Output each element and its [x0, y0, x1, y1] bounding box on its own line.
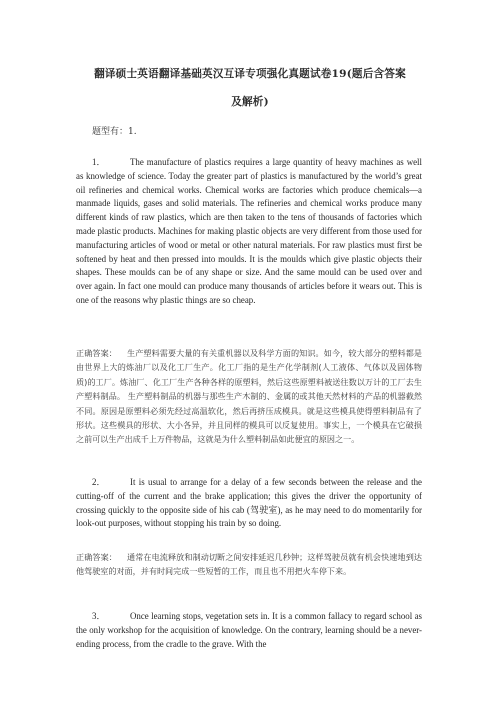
question-2-number: 2． [92, 477, 106, 487]
question-type: 题型有：1. [92, 127, 137, 137]
question-3-english: Once learning stops, vegetation sets in. It is a common fallacy to regard school as the only workshop for the acquisition of knowledge. On the contrary, learning should be a never-ending process, from the cradle to the grave. With the [76, 611, 422, 649]
question-3-text [76, 610, 422, 651]
question-3-number: 3． [92, 611, 106, 621]
question-2-english: It is usual to arrange for a delay of a few seconds between the release and the cutting-off of the current and the brake application; this gives the driver the opportunity of crossing quickly to the opposite side of his cab (驾驶室), as he may need to do momentarily for look-out purposes, without stopping his train by so doing. [76, 477, 422, 529]
answer-1-text [76, 346, 422, 447]
document-title-line-1: 翻译硕士英语翻译基础英汉互译专项强化真题试卷19(题后含答案 [94, 68, 406, 80]
question-1-number: 1． [92, 157, 106, 167]
answer-1-content: 生产塑料需要大量的有关重机器以及科学方面的知识。如今，较大部分的塑料都是由世界上大的炼油厂以及化工厂生产。化工厂指的是生产化学制剂(人工液体、气体以及固体物质)的工厂。炼油厂、化工厂生产各种各样的原塑料，然后这些原塑料被送往数以万计的工厂去生产塑料制品。 生产塑料制品的机器与那些生产木制的、金属的或其他天然材料的产品的机器截然不同。原因是原塑料必须先经过高温软化，然后再挤压成模具。就是这些模具使得塑料制品有了形状。这些模具的形状、大小各异，并且同样的模具可以反复使用。事实上，一个模具在它破损之前可以生产出成千上万件物品，这就是为什么塑料制品如此便宜的原因之一。 [76, 348, 422, 445]
answer-2-text [76, 550, 422, 579]
document-title-line-2: 及解析) [231, 96, 269, 108]
answer-2-label: 正确答案： [76, 552, 117, 562]
question-2-text [76, 476, 422, 531]
question-1-english: The manufacture of plastics requires a large quantity of heavy machines as well as knowledge of science. Today the greater part of plastics is manufactured by the world’s great oil refineries and chemical works. Chemical works are factories which produce chemicals—a manmade liquids, gases and solid materials. The refineries and chemical works produce many different kinds of raw plastics, which are then taken to the tens of thousands of factories which made plastic products. Machines for making plastic objects are very different from those used for manufacturing articles of wood or metal or other natural materials. For raw plastics must first be softened by heat and then pressed into moulds. It is the moulds which give plastic objects their shapes. These moulds can be of any shape or size. And the same mould can be used over and over again. In fact one mould can produce many thousands of articles before it wears out. This is one of the reasons why plastic things are so cheap. [76, 157, 422, 305]
question-1-text [76, 156, 422, 308]
answer-1-label: 正确答案： [76, 348, 117, 358]
answer-2-content: 通常在电流释放和制动切断之间安排延迟几秒钟；这样驾驶员就有机会快速地到达他驾驶室的对面，并有时间完成一些短暂的工作，而且也不用把火车停下来。 [76, 552, 422, 577]
